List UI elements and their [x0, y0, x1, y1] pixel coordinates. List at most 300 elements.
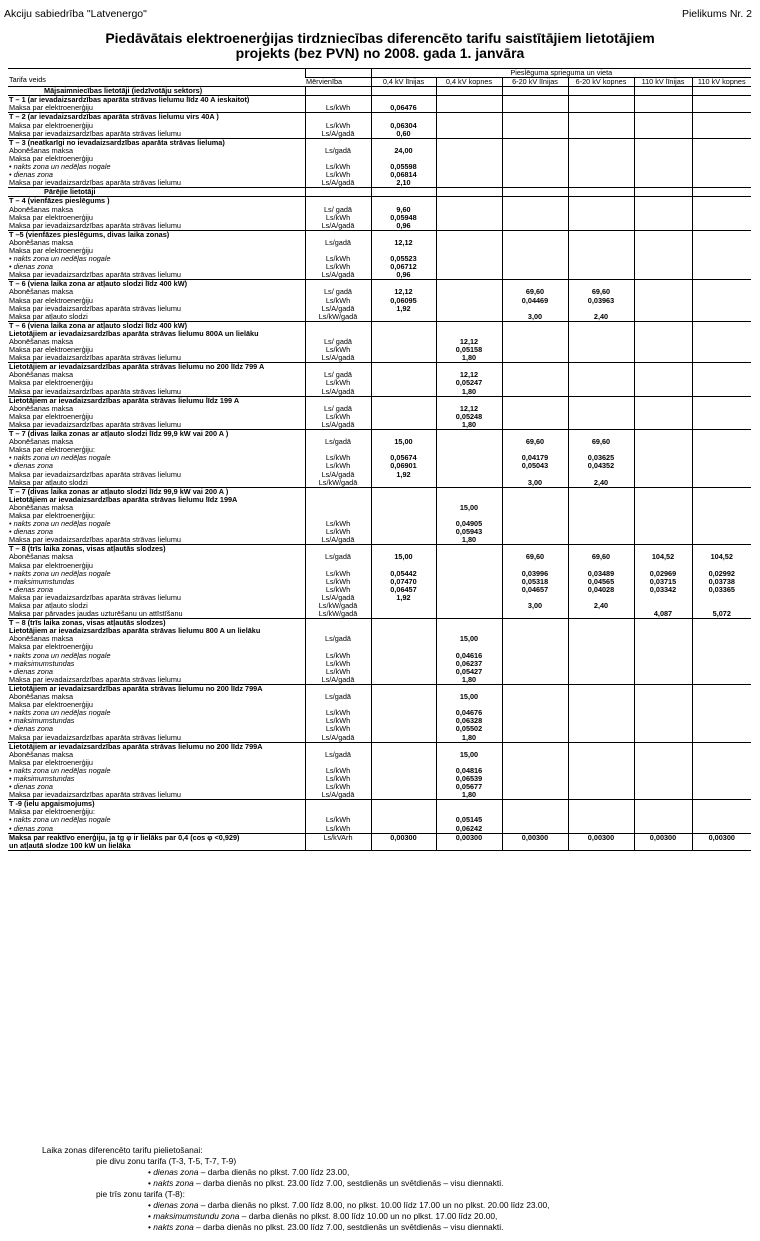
unit-cell	[305, 96, 371, 105]
unit-cell: Ls/A/gadā	[305, 421, 371, 430]
table-row	[8, 528, 751, 536]
value-cell	[634, 87, 692, 96]
row-label: Lietotājiem ar ievadaizsardzības aparāta strāvas lielumu no 200 līdz 799A	[8, 684, 305, 693]
value-cell	[502, 520, 568, 528]
value-cell: 2,40	[568, 479, 634, 488]
value-cell	[502, 179, 568, 188]
value-cell	[568, 379, 634, 387]
value-cell: 0,06095	[371, 297, 436, 305]
value-cell	[634, 138, 692, 147]
value-cell	[371, 536, 436, 545]
value-cell	[371, 113, 436, 122]
value-cell	[634, 635, 692, 643]
value-cell	[692, 163, 751, 171]
value-cell: 1,92	[371, 471, 436, 479]
table-row	[8, 652, 751, 660]
value-cell: 1,80	[436, 354, 502, 363]
value-cell	[568, 725, 634, 733]
row-label: Abonēšanas maksa	[9, 693, 74, 702]
value-cell	[436, 619, 502, 628]
row-label: • nakts zona un nedēļas nogale	[9, 569, 111, 578]
value-cell	[692, 652, 751, 660]
value-cell	[502, 471, 568, 479]
unit-cell	[305, 759, 371, 767]
unit-cell: Ls/ gadā	[305, 338, 371, 346]
value-cell	[371, 396, 436, 405]
value-cell	[371, 767, 436, 775]
value-cell	[568, 816, 634, 824]
value-cell	[502, 188, 568, 197]
unit-cell	[305, 643, 371, 651]
unit-cell	[305, 562, 371, 570]
appendix-label: Pielikums Nr. 2	[681, 8, 752, 20]
value-cell	[568, 271, 634, 280]
unit-cell	[305, 113, 371, 122]
value-cell	[634, 197, 692, 206]
row-label: Maksa par atļauto slodzi	[9, 312, 88, 321]
value-cell	[436, 462, 502, 470]
value-cell	[436, 113, 502, 122]
row-label: Maksa par atļauto slodzi	[9, 478, 88, 487]
value-cell	[634, 388, 692, 397]
value-cell: 0,05502	[436, 725, 502, 733]
value-cell	[502, 446, 568, 454]
table-row	[8, 305, 751, 313]
value-cell	[692, 446, 751, 454]
value-cell	[568, 104, 634, 113]
value-cell	[371, 346, 436, 354]
row-label: Abonēšanas maksa	[9, 404, 74, 413]
value-cell	[692, 479, 751, 488]
row-label: Abonēšanas maksa	[9, 635, 74, 644]
company-name: Akciju sabiedrība "Latvenergo"	[4, 8, 147, 20]
connection-group-header: Pieslēguma sprieguma un vieta	[371, 69, 751, 78]
value-cell	[436, 684, 502, 693]
value-cell	[371, 313, 436, 322]
table-row	[8, 438, 751, 446]
value-cell	[436, 130, 502, 139]
value-cell	[634, 693, 692, 701]
value-cell	[502, 742, 568, 751]
column-header: 6-20 kV kopnes	[568, 78, 634, 87]
value-cell	[634, 701, 692, 709]
value-cell: 1,80	[436, 734, 502, 743]
value-cell	[502, 842, 568, 851]
value-cell	[692, 113, 751, 122]
value-cell	[568, 808, 634, 816]
value-cell	[568, 562, 634, 570]
unit-cell: Ls/gadā	[305, 147, 371, 155]
value-cell	[436, 255, 502, 263]
table-row	[8, 163, 751, 171]
value-cell	[634, 130, 692, 139]
value-cell	[371, 96, 436, 105]
value-cell	[568, 363, 634, 372]
value-cell	[502, 594, 568, 602]
value-cell	[502, 725, 568, 733]
row-label: T – 3 (neatkarīgi no ievadaizsardzības aparāta strāvas lieluma)	[8, 138, 305, 147]
value-cell	[634, 239, 692, 247]
value-cell	[634, 271, 692, 280]
table-row	[8, 338, 751, 346]
value-cell	[568, 96, 634, 105]
value-cell	[568, 430, 634, 439]
value-cell	[692, 388, 751, 397]
row-label: Maksa par ievadaizsardzības aparāta strāvas lielumu	[9, 221, 181, 230]
value-cell	[502, 255, 568, 263]
value-cell	[634, 545, 692, 554]
value-cell: 0,03996	[502, 570, 568, 578]
value-cell	[502, 271, 568, 280]
table-row	[8, 684, 751, 693]
row-label: Abonēšanas maksa	[9, 205, 74, 214]
value-cell: 0,04816	[436, 767, 502, 775]
table-row	[8, 471, 751, 479]
value-cell	[568, 701, 634, 709]
row-label: Lietotājiem ar ievadaizsardzības aparāta strāvas lielumu 800A un lielāku	[9, 329, 259, 338]
unit-cell	[305, 430, 371, 439]
row-label: • dienas zona	[9, 462, 53, 471]
value-cell	[568, 791, 634, 800]
row-label: Maksa par ievadaizsardzības aparāta strāvas lielumu	[9, 387, 181, 396]
value-cell	[371, 197, 436, 206]
row-label: Maksa par ievadaizsardzības aparāta strāvas lielumu	[9, 536, 181, 545]
value-cell: 15,00	[436, 751, 502, 759]
value-cell	[692, 660, 751, 668]
value-cell: 0,04676	[436, 709, 502, 717]
value-cell	[692, 619, 751, 628]
row-label: • dienas zona	[9, 263, 53, 272]
value-cell	[502, 96, 568, 105]
value-cell	[436, 553, 502, 561]
row-label: • dienas zona	[9, 528, 53, 537]
unit-cell: Ls/kWh	[305, 346, 371, 354]
value-cell	[371, 479, 436, 488]
unit-cell: Ls/kWh	[305, 586, 371, 594]
value-cell	[502, 783, 568, 791]
row-label: Maksa par elektroenerģiju:	[9, 446, 95, 455]
value-cell	[436, 239, 502, 247]
table-row	[8, 130, 751, 139]
value-cell	[568, 346, 634, 354]
value-cell	[371, 701, 436, 709]
value-cell	[634, 206, 692, 214]
value-cell	[692, 693, 751, 701]
value-cell	[371, 602, 436, 610]
value-cell	[568, 354, 634, 363]
value-cell	[371, 693, 436, 701]
value-cell: 12,12	[436, 338, 502, 346]
value-cell	[634, 643, 692, 651]
table-row	[8, 833, 751, 842]
row-label: T –5 (vienfāzes pieslēgums, divas laika zonas)	[8, 230, 305, 239]
value-cell	[436, 602, 502, 610]
value-cell	[634, 471, 692, 479]
value-cell	[502, 87, 568, 96]
value-cell: 15,00	[436, 635, 502, 643]
value-cell	[568, 536, 634, 545]
value-cell	[502, 562, 568, 570]
value-cell	[502, 321, 568, 330]
value-cell	[634, 594, 692, 602]
row-label: Abonēšanas maksa	[9, 750, 74, 759]
value-cell	[436, 96, 502, 105]
value-cell	[634, 462, 692, 470]
unit-cell: Ls/kWh	[305, 528, 371, 536]
value-cell	[634, 321, 692, 330]
value-cell	[371, 388, 436, 397]
value-cell	[568, 775, 634, 783]
value-cell: 0,05247	[436, 379, 502, 387]
value-cell	[634, 775, 692, 783]
value-cell	[436, 438, 502, 446]
unit-cell: Ls/kWh	[305, 104, 371, 113]
value-cell	[692, 545, 751, 554]
row-label: Maksa par ievadaizsardzības aparāta strāvas lielumu	[9, 304, 181, 313]
value-cell	[634, 305, 692, 313]
value-cell	[502, 263, 568, 271]
value-cell: 0,04028	[568, 586, 634, 594]
row-label: un atļautā slodze 100 kW un lielāka	[8, 842, 305, 851]
value-cell	[692, 413, 751, 421]
row-label: T -9 (ielu apgaismojums)	[8, 800, 305, 809]
value-cell	[634, 791, 692, 800]
table-row	[8, 759, 751, 767]
row-label: Lietotājiem ar ievadaizsardzības aparāta strāvas lielumu līdz 199 A	[8, 396, 305, 405]
value-cell	[502, 305, 568, 313]
value-cell	[436, 280, 502, 289]
value-cell	[692, 734, 751, 743]
value-cell	[371, 280, 436, 289]
value-cell	[634, 438, 692, 446]
value-cell	[502, 816, 568, 824]
value-cell	[634, 800, 692, 809]
value-cell	[568, 684, 634, 693]
value-cell	[692, 288, 751, 296]
row-label: • nakts zona un nedēļas nogale	[9, 454, 111, 463]
value-cell	[371, 330, 436, 338]
unit-cell: Ls/kWh	[305, 660, 371, 668]
table-row	[8, 800, 751, 809]
value-cell	[436, 179, 502, 188]
value-cell	[568, 330, 634, 338]
value-cell	[502, 791, 568, 800]
unit-cell: Ls/ gadā	[305, 288, 371, 296]
value-cell	[692, 438, 751, 446]
table-row	[8, 602, 751, 610]
value-cell	[568, 520, 634, 528]
value-cell	[568, 179, 634, 188]
row-label: Maksa par ievadaizsardzības aparāta strāvas lielumu	[9, 675, 181, 684]
value-cell	[568, 255, 634, 263]
value-cell	[692, 684, 751, 693]
value-cell	[634, 297, 692, 305]
value-cell	[634, 767, 692, 775]
table-row	[8, 496, 751, 504]
value-cell: 0,06304	[371, 122, 436, 130]
footnote-two-zone-night: • nakts zona – darba dienās no plkst. 23.00 līdz 7.00, sestdienās un svētdienās – visu diennakti.	[148, 1178, 504, 1188]
value-cell	[436, 808, 502, 816]
table-row	[8, 346, 751, 354]
value-cell	[502, 528, 568, 536]
unit-cell: Ls/kWh	[305, 263, 371, 271]
value-cell	[692, 138, 751, 147]
table-row	[8, 627, 751, 635]
row-label: Maksa par elektroenerģiju	[9, 104, 93, 113]
row-label: Lietotājiem ar ievadaizsardzības aparāta strāvas lielumu no 200 līdz 799A	[8, 742, 305, 751]
value-cell	[436, 138, 502, 147]
row-label: • dienas zona	[9, 171, 53, 180]
value-cell	[371, 635, 436, 643]
row-label: Maksa par reaktīvo enerģiju, ja tg φ ir lielāks par 0,4 (cos φ <0,929)	[8, 833, 305, 842]
value-cell	[692, 188, 751, 197]
unit-cell: Ls/kWh	[305, 709, 371, 717]
row-label: T – 8 (trīs laika zonas, visas atļautās slodzes)	[8, 545, 305, 554]
value-cell: 15,00	[436, 693, 502, 701]
value-cell	[634, 684, 692, 693]
row-label: Maksa par ievadaizsardzības aparāta strāvas lielumu	[9, 733, 181, 742]
table-row	[8, 214, 751, 222]
row-label: Maksa par ievadaizsardzības aparāta strāvas lielumu	[9, 129, 181, 138]
value-cell	[634, 188, 692, 197]
table-row	[8, 147, 751, 155]
unit-cell: Ls/gadā	[305, 553, 371, 561]
value-cell	[436, 487, 502, 496]
value-cell: 15,00	[436, 504, 502, 512]
value-cell	[692, 222, 751, 231]
column-header: 110 kV kopnes	[692, 78, 751, 87]
table-row	[8, 578, 751, 586]
value-cell	[371, 371, 436, 379]
row-label: Abonēšanas maksa	[9, 238, 74, 247]
value-cell	[371, 825, 436, 834]
value-cell	[692, 330, 751, 338]
value-cell	[371, 496, 436, 504]
value-cell	[568, 693, 634, 701]
value-cell	[568, 496, 634, 504]
row-label: Maksa par elektroenerģiju	[9, 121, 93, 130]
value-cell	[371, 487, 436, 496]
value-cell: 69,60	[568, 553, 634, 561]
value-cell	[634, 171, 692, 179]
value-cell	[568, 421, 634, 430]
value-cell	[502, 668, 568, 676]
value-cell	[568, 512, 634, 520]
value-cell	[502, 709, 568, 717]
value-cell	[634, 179, 692, 188]
unit-cell	[305, 800, 371, 809]
value-cell: 0,03365	[692, 586, 751, 594]
unit-cell: Ls/kWh	[305, 520, 371, 528]
value-cell	[502, 346, 568, 354]
row-label: • maksimumstundas	[9, 577, 75, 586]
value-cell	[634, 512, 692, 520]
row-label: • dienas zona	[9, 725, 53, 734]
value-cell: 0,96	[371, 271, 436, 280]
unit-cell: Ls/kWh	[305, 122, 371, 130]
value-cell	[371, 504, 436, 512]
value-cell: 3,00	[502, 479, 568, 488]
value-cell	[568, 113, 634, 122]
value-cell: 0,06712	[371, 263, 436, 271]
value-cell	[634, 808, 692, 816]
value-cell	[502, 767, 568, 775]
row-label: Maksa par elektroenerģiju	[9, 412, 93, 421]
value-cell: 2,40	[568, 313, 634, 322]
value-cell	[371, 405, 436, 413]
table-row	[8, 87, 751, 96]
table-row	[8, 104, 751, 113]
value-cell: 0,03738	[692, 578, 751, 586]
value-cell: 69,60	[568, 438, 634, 446]
row-label: Abonēšanas maksa	[9, 553, 74, 562]
value-cell	[371, 717, 436, 725]
unit-cell	[305, 396, 371, 405]
table-row	[8, 421, 751, 430]
value-cell	[371, 816, 436, 824]
value-cell: 0,00300	[371, 833, 436, 842]
value-cell	[502, 113, 568, 122]
value-cell	[502, 421, 568, 430]
value-cell	[502, 734, 568, 743]
value-cell	[692, 767, 751, 775]
value-cell	[502, 693, 568, 701]
value-cell	[436, 288, 502, 296]
value-cell	[436, 496, 502, 504]
unit-cell: Ls/A/gadā	[305, 354, 371, 363]
row-label: • dienas zona	[9, 824, 53, 833]
unit-cell: Ls/gadā	[305, 239, 371, 247]
row-label: Abonēšanas maksa	[9, 146, 74, 155]
unit-cell	[305, 230, 371, 239]
value-cell	[502, 701, 568, 709]
value-cell	[692, 239, 751, 247]
value-cell	[692, 775, 751, 783]
value-cell	[371, 528, 436, 536]
value-cell	[634, 379, 692, 387]
row-label: • nakts zona un nedēļas nogale	[9, 255, 111, 264]
value-cell: 0,00300	[634, 833, 692, 842]
value-cell: 0,05318	[502, 578, 568, 586]
value-cell: 1,80	[436, 388, 502, 397]
value-cell	[634, 479, 692, 488]
value-cell	[502, 122, 568, 130]
value-cell	[634, 222, 692, 231]
value-cell	[634, 396, 692, 405]
value-cell	[692, 462, 751, 470]
value-cell	[634, 751, 692, 759]
table-row	[8, 155, 751, 163]
row-label: T – 7 (divas laika zonas ar atļauto slodzi līdz 99,9 kW vai 200 A )	[8, 487, 305, 496]
value-cell	[634, 742, 692, 751]
value-cell	[568, 668, 634, 676]
row-label: • nakts zona un nedēļas nogale	[9, 766, 111, 775]
value-cell: 0,03625	[568, 454, 634, 462]
value-cell	[568, 206, 634, 214]
value-cell	[502, 635, 568, 643]
value-cell	[436, 363, 502, 372]
unit-cell	[305, 321, 371, 330]
table-row	[8, 816, 751, 824]
value-cell	[436, 742, 502, 751]
value-cell: 0,04179	[502, 454, 568, 462]
value-cell: 0,03963	[568, 297, 634, 305]
table-row	[8, 775, 751, 783]
value-cell	[502, 104, 568, 113]
value-cell	[502, 808, 568, 816]
value-cell	[568, 321, 634, 330]
value-cell	[692, 751, 751, 759]
